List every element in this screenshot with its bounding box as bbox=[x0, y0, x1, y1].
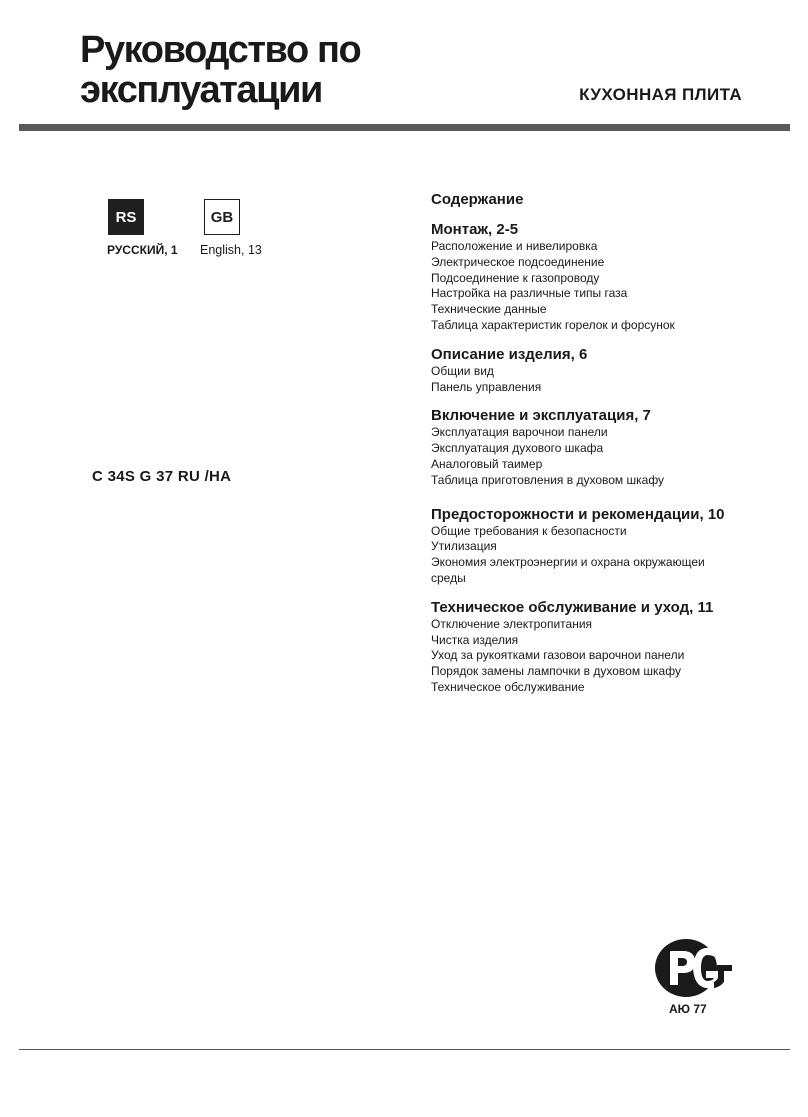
header-divider bbox=[19, 124, 790, 131]
product-type: КУХОННАЯ ПЛИТА bbox=[579, 85, 742, 104]
toc-item-list bbox=[431, 617, 771, 696]
toc-item[interactable]: Технические данные bbox=[431, 302, 547, 317]
toc-section bbox=[431, 220, 771, 334]
model-number: C 34S G 37 RU /HA bbox=[92, 468, 232, 485]
toc-item[interactable]: Отключение электропитания bbox=[431, 616, 593, 631]
toc-item[interactable]: Таблица характеристик горелок и форсунок bbox=[431, 317, 675, 332]
toc-section-title[interactable]: Техническое обслуживание и уход, 11 bbox=[431, 598, 714, 616]
table-of-contents bbox=[431, 191, 771, 707]
toc-item[interactable]: Расположение и нивелировка bbox=[431, 239, 598, 253]
toc-item[interactable]: Утилизация bbox=[431, 539, 497, 554]
toc-item[interactable]: Эксплуатация духового шкафа bbox=[431, 441, 604, 456]
toc-item[interactable]: Аналоговый таимер bbox=[431, 456, 543, 471]
toc-section bbox=[431, 406, 771, 488]
toc-item[interactable]: Техническое обслуживание bbox=[431, 679, 585, 694]
toc-item[interactable]: Настройка на различные типы газа bbox=[431, 286, 628, 301]
toc-item[interactable]: Порядок замены лампочки в духовом шкафу bbox=[431, 664, 681, 679]
toc-item[interactable]: Экономия электроэнергии и охрана окружающеи bbox=[431, 555, 705, 570]
toc-item[interactable]: Общие требования к безопасности bbox=[431, 523, 627, 538]
language-code-rs: RS bbox=[108, 199, 144, 235]
toc-item[interactable]: Подсоединение к газопроводу bbox=[431, 270, 600, 285]
language-caption-rs: РУССКИЙ, 1 bbox=[107, 243, 178, 257]
toc-item-list bbox=[431, 364, 771, 396]
toc-item[interactable]: Чистка изделия bbox=[431, 632, 519, 647]
toc-item[interactable]: Эксплуатация варочнои панели bbox=[431, 425, 608, 440]
footer-divider bbox=[19, 1049, 790, 1050]
toc-section bbox=[431, 345, 771, 396]
toc-item-list bbox=[431, 425, 771, 488]
title-line-1: Руководство по bbox=[80, 29, 361, 71]
toc-item-list bbox=[431, 524, 771, 587]
toc-section-title[interactable]: Монтаж, 2-5 bbox=[431, 221, 519, 238]
language-code-gb: GB bbox=[204, 199, 240, 235]
toc-item-list bbox=[431, 239, 771, 334]
toc-section-title[interactable]: Предосторожности и рекомендации, 10 bbox=[431, 505, 725, 523]
page-title bbox=[80, 30, 360, 110]
title-line-2: эксплуатации bbox=[80, 69, 323, 111]
language-gb[interactable] bbox=[200, 199, 304, 257]
toc-section-title[interactable]: Описание изделия, 6 bbox=[431, 345, 588, 363]
toc-section-title[interactable]: Включение и эксплуатация, 7 bbox=[431, 407, 651, 425]
toc-section bbox=[431, 598, 771, 696]
toc-heading: Содержание bbox=[431, 191, 524, 208]
pct-certification-icon bbox=[654, 938, 734, 998]
toc-item[interactable]: Таблица приготовления в духовом шкафу bbox=[431, 472, 665, 487]
certification-code: АЮ 77 bbox=[669, 1002, 707, 1016]
toc-item[interactable]: Панель управления bbox=[431, 379, 542, 394]
toc-section bbox=[431, 505, 771, 587]
toc-item[interactable]: Электрическое подсоединение bbox=[431, 254, 605, 269]
toc-item[interactable]: Уход за рукоятками газовои варочнои панели bbox=[431, 648, 685, 663]
language-caption-gb: English, 13 bbox=[200, 243, 262, 257]
toc-item[interactable]: среды bbox=[431, 570, 466, 585]
toc-item[interactable]: Общии вид bbox=[431, 363, 494, 378]
language-rs[interactable] bbox=[108, 199, 208, 257]
certification-mark bbox=[654, 938, 734, 1016]
